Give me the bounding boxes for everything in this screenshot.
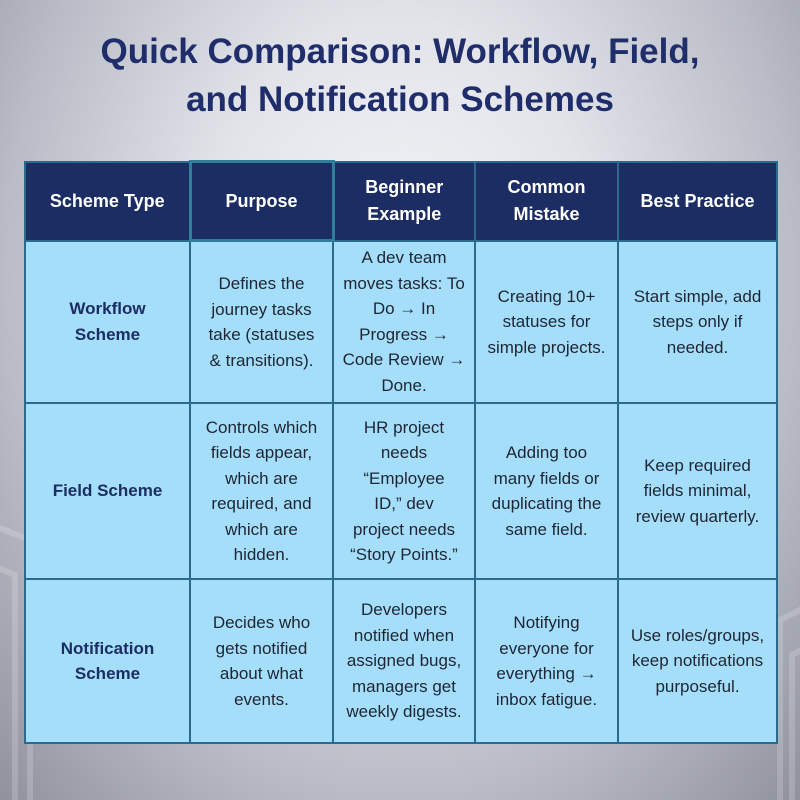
title-line-1: Quick Comparison: Workflow, Field, — [100, 32, 700, 71]
table-row — [25, 241, 777, 404]
row-scheme-type: Field Scheme — [25, 403, 190, 579]
row-common-mistake: Notifying everyone for everything → inbox fatigue. — [475, 579, 618, 743]
header-common-mistake: Common Mistake — [475, 162, 618, 241]
row-best-practice: Use roles/groups, keep notifications purposeful. — [618, 579, 777, 743]
comparison-table — [24, 160, 778, 744]
table-row — [25, 403, 777, 579]
row-beginner-example: Developers notified when assigned bugs, managers get weekly digests. — [333, 579, 475, 743]
header-beginner-example: Beginner Example — [333, 162, 475, 241]
header-row — [25, 162, 777, 241]
header-best-practice: Best Practice — [618, 162, 777, 241]
row-scheme-type: Notification Scheme — [25, 579, 190, 743]
header-purpose: Purpose — [190, 162, 333, 241]
row-beginner-example: HR project needs “Employee ID,” dev project needs “Story Points.” — [333, 403, 475, 579]
page-title — [0, 28, 800, 124]
title-line-2: and Notification Schemes — [186, 80, 614, 119]
row-scheme-type: Workflow Scheme — [25, 241, 190, 404]
row-best-practice: Start simple, add steps only if needed. — [618, 241, 777, 404]
row-beginner-example: A dev team moves tasks: To Do → In Progress → Code Review → Done. — [333, 241, 475, 404]
table-row — [25, 579, 777, 743]
row-common-mistake: Creating 10+ statuses for simple projects. — [475, 241, 618, 404]
row-best-practice: Keep required fields minimal, review quarterly. — [618, 403, 777, 579]
row-purpose: Controls which fields appear, which are required, and which are hidden. — [190, 403, 333, 579]
header-scheme-type: Scheme Type — [25, 162, 190, 241]
row-common-mistake: Adding too many fields or duplicating the same field. — [475, 403, 618, 579]
row-purpose: Decides who gets notified about what events. — [190, 579, 333, 743]
row-purpose: Defines the journey tasks take (statuses & transitions). — [190, 241, 333, 404]
